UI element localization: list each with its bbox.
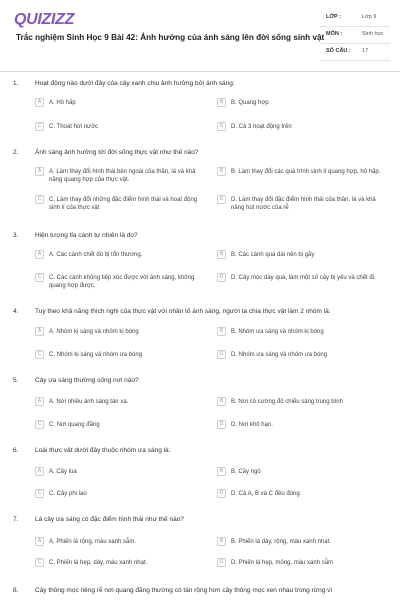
question-text: Loài thực vật dưới đây thuộc nhóm ưa sáng là: — [35, 447, 171, 454]
option-text: D. Nhóm ưa sáng và nhóm ưa bóng — [231, 352, 328, 358]
question-text: Hiện tượng tỉa cành tự nhiên là do? — [35, 232, 138, 239]
option-text: A. Làm thay đổi hình thái bên ngoài của thân, lá và khả năng quang hợp của thực vật. — [49, 169, 196, 183]
meta-row-subject — [320, 27, 390, 44]
option-text: A. Cây lúa — [49, 469, 77, 475]
worksheet-title: Trắc nghiệm Sinh Học 9 Bài 42: Ảnh hưởng của ánh sáng lên đời sống sinh vật — [16, 33, 325, 42]
option-letter-box: A — [35, 167, 44, 176]
option-letter-box: D — [217, 195, 226, 204]
question-number: 2. — [13, 149, 19, 156]
option-letter-box: D — [217, 273, 226, 282]
option-letter-box: A — [35, 250, 44, 259]
option-text: D. Cả 3 hoạt động trên — [231, 124, 292, 130]
option-letter-box: C — [35, 558, 44, 567]
option-text: B. Các cành quá dài nên bị gãy — [231, 252, 315, 258]
option-text: C. Cây phi lao — [49, 491, 87, 497]
question-text: Cây thông mọc riêng rẽ nơi quang đãng thường có tán rộng hơn cây thông mọc xen nhau trong rừng vì — [35, 587, 333, 594]
option-letter-box: A — [35, 327, 44, 336]
meta-label: MÔN : — [326, 31, 343, 37]
option-letter-box: D — [217, 350, 226, 359]
option-text: B. Nơi có cường độ chiếu sáng trung bình — [231, 399, 343, 405]
option-text: B. Cây ngô — [231, 469, 261, 475]
question-text: Hoạt động nào dưới đây của cây xanh chịu ảnh hưởng bởi ánh sáng: — [35, 80, 235, 87]
question-number: 8. — [13, 587, 19, 594]
option-letter-box: B — [217, 467, 226, 476]
worksheet-meta-table — [320, 10, 390, 61]
meta-value: Sinh học — [362, 31, 384, 37]
worksheet-header — [0, 0, 400, 72]
option-letter-box: B — [217, 327, 226, 336]
option-text: B. Nhóm ưa sáng và nhóm kị bóng — [231, 329, 324, 335]
option-text: A. Phiến lá rộng, màu xanh sẫm. — [49, 539, 137, 545]
option-text: D. Cây mọc dày quá, làm một số cây bị yếu và chết đi. — [231, 275, 376, 281]
option-letter-box: C — [35, 273, 44, 282]
option-letter-box: B — [217, 98, 226, 107]
quizizz-logo: QUIZIZZ — [14, 11, 75, 28]
question-text: Tuỳ theo khả năng thích nghi của thực vật với nhân tố ánh sáng, người ta chia thực vật làm 2 nhóm là: — [35, 308, 331, 315]
meta-label: SỐ CÂU : — [326, 48, 351, 54]
option-letter-box: A — [35, 397, 44, 406]
option-text: A. Nhóm kị sáng và nhóm kị bóng — [49, 329, 139, 335]
question-number: 3. — [13, 232, 19, 239]
meta-label: LỚP : — [326, 14, 341, 20]
option-letter-box: C — [35, 195, 44, 204]
option-text: B. Làm thay đổi các quá trình sinh lí quang hợp, hô hấp. — [231, 169, 381, 175]
option-text: A. Nơi nhiều ánh sáng tán xạ. — [49, 399, 129, 405]
question-number: 5. — [13, 377, 19, 384]
option-letter-box: D — [217, 489, 226, 498]
option-letter-box: A — [35, 98, 44, 107]
option-text: C. Phiến lá hẹp, dày, màu xanh nhạt. — [49, 560, 148, 566]
option-letter-box: C — [35, 122, 44, 131]
meta-row-question-count — [320, 44, 390, 61]
option-letter-box: D — [217, 420, 226, 429]
option-text: C. Nơi quang đãng — [49, 422, 100, 428]
option-letter-box: C — [35, 420, 44, 429]
option-text: B. Quang hợp — [231, 100, 269, 106]
question-text: Ánh sáng ảnh hưởng tới đời sống thực vật như thế nào? — [35, 149, 199, 156]
question-number: 4. — [13, 308, 19, 315]
question-number: 6. — [13, 447, 19, 454]
question-text: Lá cây ưa sáng có đặc điểm hình thái như thế nào? — [35, 516, 184, 523]
meta-value: 17 — [362, 48, 369, 54]
option-text: C. Nhóm kị sáng và nhóm ưa bóng — [49, 352, 143, 358]
option-text: C. Làm thay đổi những đặc điểm hình thái và hoạt động sinh lí của thực vật — [49, 197, 198, 211]
option-text: A. Hô hấp — [49, 100, 76, 106]
option-text: D. Làm thay đổi đặc điểm hình thái của thân, lá và khả năng hút nước của rễ — [231, 197, 376, 211]
option-letter-box: B — [217, 167, 226, 176]
option-letter-box: A — [35, 467, 44, 476]
option-letter-box: C — [35, 350, 44, 359]
option-text: C. Các cành không tiếp xúc được với ánh sáng, không quang hợp được. — [49, 275, 195, 289]
option-letter-box: D — [217, 122, 226, 131]
question-text: Cây ưa sáng thường sống nơi nào? — [35, 377, 139, 384]
option-letter-box: B — [217, 397, 226, 406]
option-text: B. Phiến lá dày, rộng, màu xanh nhạt. — [231, 539, 331, 545]
option-text: A. Các cành chết do bị tổn thương. — [49, 252, 143, 258]
option-text: C. Thoát hơi nước — [49, 124, 99, 130]
meta-row-grade — [320, 10, 390, 27]
option-text: D. Nơi khô hạn. — [231, 422, 273, 428]
option-letter-box: C — [35, 489, 44, 498]
option-letter-box: A — [35, 537, 44, 546]
option-text: D. Cả A, B và C đều đúng — [231, 491, 300, 497]
option-letter-box: B — [217, 537, 226, 546]
meta-value: Lớp 9 — [362, 14, 377, 20]
question-number: 7. — [13, 516, 19, 523]
option-text: D. Phiến lá hẹp, mỏng, màu xanh sẫm — [231, 560, 334, 566]
question-number: 1. — [13, 80, 19, 87]
option-letter-box: D — [217, 558, 226, 567]
option-letter-box: B — [217, 250, 226, 259]
